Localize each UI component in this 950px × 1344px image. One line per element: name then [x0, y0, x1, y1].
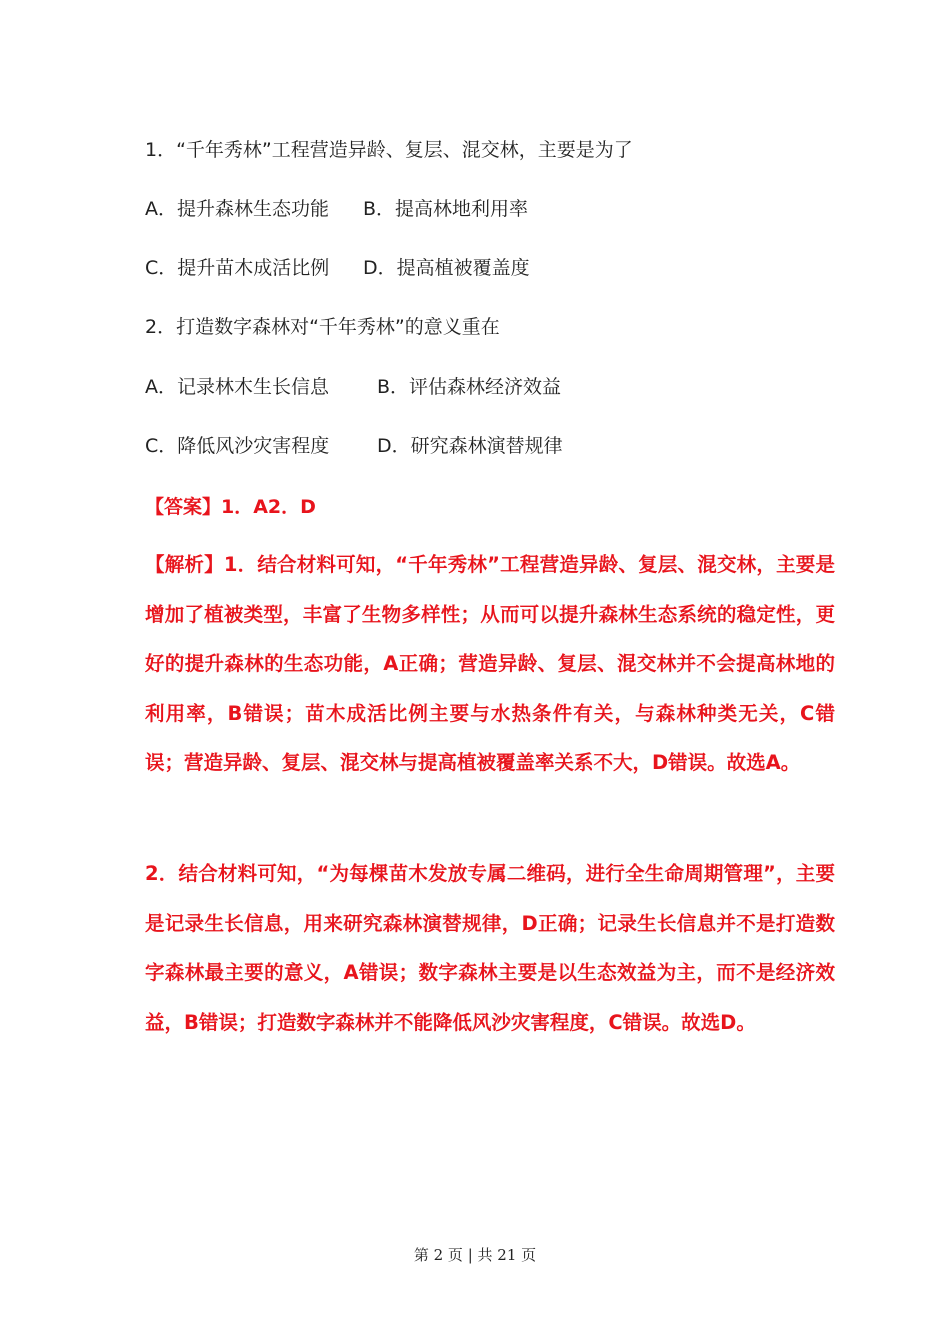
question-1-options-row-2	[145, 255, 530, 281]
question-2-option-d: D．研究森林演替规律	[377, 435, 563, 457]
analysis-part-2: 2．结合材料可知，“为每棵苗木发放专属二维码，进行全生命周期管理”，主要是记录生长信息，用来研究森林演替规律，D正确；记录生长信息并不是打造数字森林最主要的意义，A错误；数字森林主要是以生态效益为主，而不是经济效益，B错误；打造数字森林并不能降低风沙灾害程度，C错误。故选D。	[145, 862, 835, 1034]
question-1-option-d: D．提高植被覆盖度	[363, 257, 530, 279]
question-1-option-a: A．提升森林生态功能	[145, 198, 329, 220]
answer-line: 【答案】1．A2．D	[145, 496, 316, 518]
page-footer: 第 2 页 | 共 21 页	[413, 1246, 537, 1264]
question-2-options-row-1	[145, 374, 562, 400]
question-2-option-b: B．评估森林经济效益	[377, 376, 562, 398]
question-1-options-row-1	[145, 196, 529, 222]
question-1-stem: 1．“千年秀林”工程营造异龄、复层、混交林，主要是为了	[145, 139, 633, 161]
question-2-stem: 2．打造数字森林对“千年秀林”的意义重在	[145, 316, 500, 338]
question-2-options-row-2	[145, 433, 563, 459]
question-1-option-b: B．提高林地利用率	[363, 198, 529, 220]
question-1-option-c: C．提升苗木成活比例	[145, 257, 330, 279]
question-2-option-c: C．降低风沙灾害程度	[145, 435, 330, 457]
analysis-part-1: 【解析】1．结合材料可知，“千年秀林”工程营造异龄、复层、混交林，主要是增加了植被类型，丰富了生物多样性；从而可以提升森林生态系统的稳定性，更好的提升森林的生态功能，A正确；营造异龄、复层、混交林并不会提高林地的利用率，B错误；苗木成活比例主要与水热条件有关，与森林种类无关，C错误；营造异龄、复层、混交林与提高植被覆盖率关系不大，D错误。故选A。	[145, 553, 835, 775]
question-2-option-a: A．记录林木生长信息	[145, 376, 329, 398]
